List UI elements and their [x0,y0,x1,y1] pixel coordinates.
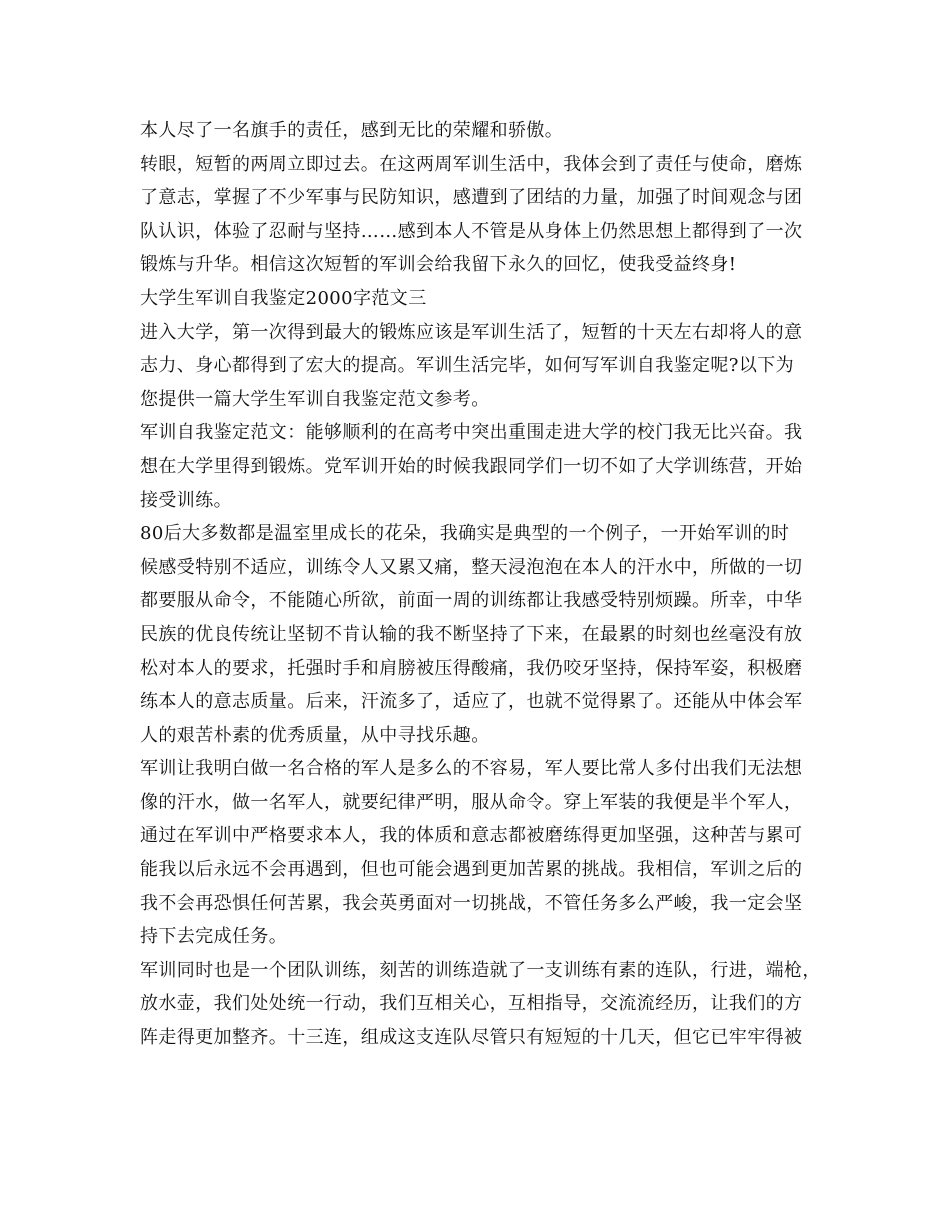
text-line: 接受训练。 [140,489,232,511]
text-line: 候感受特别不适应，训练令人又累又痛，整天浸泡泡在本人的汗水中，所做的一切 [140,556,803,578]
document-body [140,114,820,1055]
text-line: 人的艰苦朴素的优秀质量，从中寻找乐趣。 [140,724,490,746]
text-line: 队认识，体验了忍耐与坚持……感到本人不管是从身体上仍然思想上都得到了一次 [140,220,803,242]
text-line: 志力、身心都得到了宏大的提高。军训生活完毕，如何写军训自我鉴定呢?以下为 [140,355,795,377]
text-line: 了意志，掌握了不少军事与民防知识，感遭到了团结的力量，加强了时间观念与团 [140,187,803,209]
text-line: 转眼，短暂的两周立即过去。在这两周军训生活中，我体会到了责任与使命，磨炼 [140,153,803,175]
text-line: 练本人的意志质量。后来，汗流多了，适应了，也就不觉得累了。还能从中体会军 [140,691,803,713]
text-line: 军训让我明白做一名合格的军人是多么的不容易，军人要比常人多付出我们无法想 [140,758,803,780]
text-line: 本人尽了一名旗手的责任，感到无比的荣耀和骄傲。 [140,120,564,141]
text-line: 进入大学，第一次得到最大的锻炼应该是军训生活了，短暂的十天左右却将人的意 [140,321,803,343]
text-line: 军训同时也是一个团队训练，刻苦的训练造就了一支训练有素的连队，行进，端枪， [140,959,821,981]
text-line: 民族的优良传统让坚韧不肯认输的我不断坚持了下来，在最累的时刻也丝毫没有放 [140,623,803,645]
text-line: 您提供一篇大学生军训自我鉴定范文参考。 [140,388,490,410]
text-line: 能我以后永远不会再遇到，但也可能会遇到更加苦累的挑战。我相信，军训之后的 [140,859,803,881]
section-heading: 大学生军训自我鉴定2000字范文三 [140,287,427,309]
text-line: 都要服从命令，不能随心所欲，前面一周的训练都让我感受特别烦躁。所幸，中华 [140,590,803,612]
text-line: 像的汗水，做一名军人，就要纪律严明，服从命令。穿上军装的我便是半个军人， [140,791,803,813]
text-line: 我不会再恐惧任何苦累，我会英勇面对一切挑战，不管任务多么严峻，我一定会坚 [140,892,803,914]
text-line: 持下去完成任务。 [140,926,288,948]
text-line: 通过在军训中严格要求本人，我的体质和意志都被磨练得更加坚强，这种苦与累可 [140,825,803,847]
text-line: 80后大多数都是温室里成长的花朵，我确实是典型的一个例子，一开始军训的时 [140,523,790,545]
text-line: 锻炼与升华。相信这次短暂的军训会给我留下永久的回忆，使我受益终身! [140,254,737,276]
text-line: 想在大学里得到锻炼。党军训开始的时候我跟同学们一切不如了大学训练营，开始 [140,455,803,477]
text-line: 军训自我鉴定范文：能够顺利的在高考中突出重围走进大学的校门我无比兴奋。我 [140,422,803,444]
text-line: 放水壶，我们处处统一行动，我们互相关心，互相指导，交流流经历，让我们的方 [140,993,803,1015]
text-line: 阵走得更加整齐。十三连，组成这支连队尽管只有短短的十几天，但它已牢牢得被 [140,1027,803,1049]
text-line: 松对本人的要求，托强时手和肩膀被压得酸痛，我仍咬牙坚持，保持军姿，积极磨 [140,657,803,679]
